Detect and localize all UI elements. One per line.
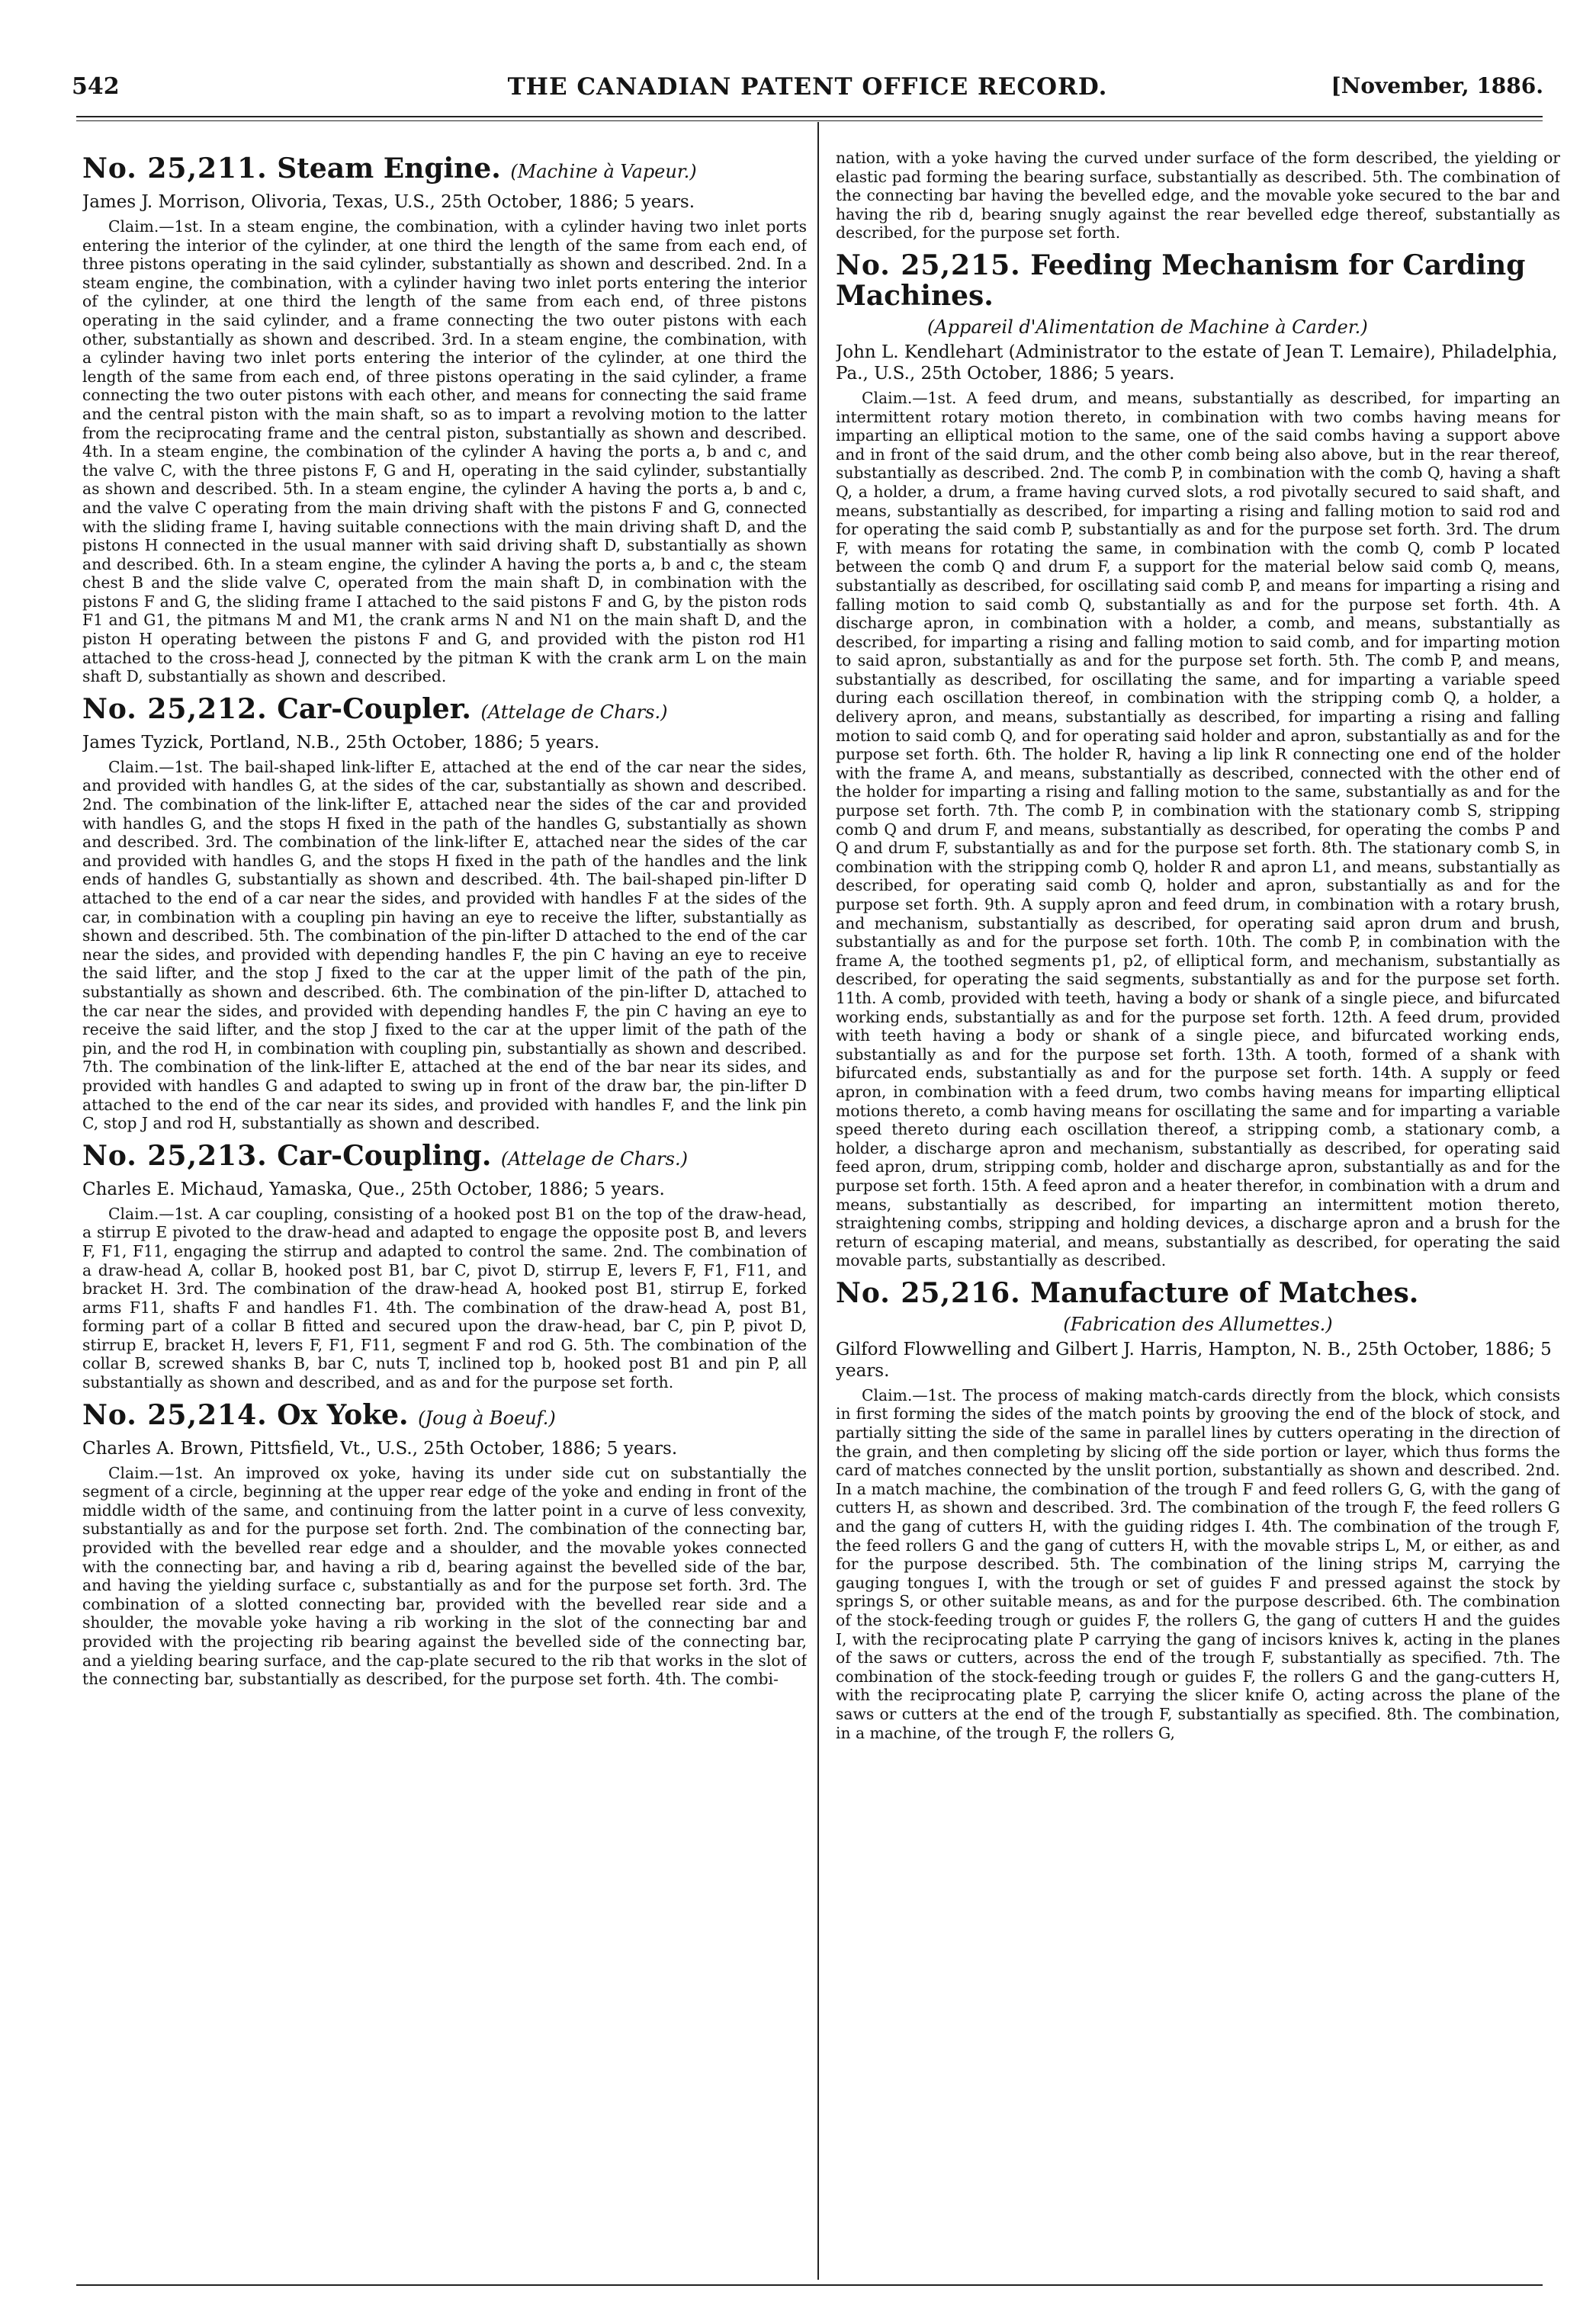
issue-date: [November, 1886.: [1331, 73, 1543, 98]
patent-inventor: Gilford Flowwelling and Gilbert J. Harris, Hampton, N. B., 25th October, 1886; 5 years.: [836, 1339, 1552, 1381]
patent-number: No. 25,211.: [82, 152, 268, 185]
patent-french-title: (Joug à Boeuf.): [418, 1407, 556, 1429]
patent-claims: Claim.—1st. A feed drum, and means, substantially as described, for imparting an intermittent rotary motion thereto, in combination with two combs having means for imparting an elliptical motion to the same, one of the said combs having a support above and in front of the said drum, and the other comb being also above, but in the rear thereof, substantially as described. 2nd. The comb P, in combination with the comb Q, having a shaft Q, a holder, a drum, a frame having curved slots, a rod pivotally secured to said shaft, and means, substantially as described, for imparting a rising and falling motion to said rod and for operating the said comb P, substantially as and for the purpose set forth. 3rd. The drum F, with means for rotating the same, in combination with the comb Q, comb P located between the comb Q and drum F, a support for the material below said comb Q, means, substantially as described, for oscillating said comb P, and means for imparting a rising and falling motion to said comb Q, substantially as and for the purpose set forth. 4th. A discharge apron, in combination with a holder, a comb, and means, substantially as described, for imparting a rising and falling motion to said comb, and for imparting motion to said apron, substantially as and for the purpose set forth. 5th. The comb P, and means, substantially as described, for oscillating the same, and for imparting a variable speed during each oscillation thereof, in combination with the stripping comb Q, a holder, a delivery apron, and means, substantially as described, for imparting a rising and falling motion to said comb Q, and for operating said holder and apron, substantially as and for the purpose set forth. 6th. The holder R, having a lip link R connecting one end of the holder with the frame A, and means, substantially as described, connected with the other end of the holder for imparting a rising and falling motion to the same, substantially as and for the purpose set forth. 7th. The comb P, in combination with the stationary comb S, stripping comb Q and drum F, and means, substantially as described, for operating the combs P and Q and drum F, substantially as and for the purpose set forth. 8th. The stationary comb S, in combination with the stripping comb Q, holder R and apron L1, and means, substantially as described, for operating said comb Q, holder and apron, substantially as and for the purpose set forth. 9th. A supply apron and feed drum, in combination with a rotary brush, and mechanism, substantially as described, for operating said apron drum and brush, substantially as and for the purpose set forth. 10th. The comb P, in combination with the frame A, the toothed segments p1, p2, of elliptical form, and mechanism, substantially as described, for operating the said segments, substantially as and for the purpose set forth. 11th. A comb, provided with teeth, having a body or shank of a single piece, and bifurcated working ends, substantially as and for the purpose set forth. 12th. A feed drum, provided with teeth having a body or shank of a single piece, and bifurcated working ends, substantially as and for the purpose set forth. 13th. A tooth, formed of a shank with bifurcated ends, substantially as and for the purpose set forth. 14th. A supply or feed apron, in combination with a feed drum, two combs having means for imparting elliptical motions thereto, a comb having means for oscillating the same and for imparting a variable speed thereto during each oscillation thereof, a stripping comb, a stationary comb, a holder, a discharge apron and mechanism, substantially as described, for operating said feed apron, drum, stripping comb, holder and discharge apron, substantially as and for the purpose set forth. 15th. A feed apron and a heater therefor, in combination with a drum and means, substantially as described, for imparting an intermittent motion thereto, straightening combs, stripping and holding devices, a discharge apron and a brush for the return of escaping material, and means, substantially as described, for operating the said movable parts, substantially as described.: [836, 388, 1560, 1270]
patent-number: No. 25,215.: [836, 249, 1021, 281]
page-number: 542: [72, 73, 120, 100]
patent-heading: [82, 1141, 807, 1174]
patent-french-title: (Attelage de Chars.): [500, 1147, 688, 1170]
patent-title: Car-Coupling.: [277, 1139, 492, 1172]
patent-entry-25216: [836, 1278, 1560, 1742]
patent-inventor: John L. Kendlehart (Administrator to the estate of Jean T. Lemaire), Philadelphia, Pa., U.S., 25th October, 1886; 5 years.: [836, 342, 1558, 384]
patent-title: Ox Yoke.: [277, 1398, 409, 1431]
patent-inventor: Charles E. Michaud, Yamaska, Que., 25th October, 1886; 5 years.: [82, 1179, 665, 1199]
patent-claims: Claim.—1st. A car coupling, consisting of a hooked post B1 on the top of the draw-head, a stirrup E pivoted to the draw-head and adapted to engage the opposite post B, and levers F, F1, F11, engaging the stirrup and adapted to control the same. 2nd. The combination of a draw-head A, collar B, hooked post B1, bar C, pivot D, stirrup E, levers F, F1, F11, and bracket H. 3rd. The combination of the draw-head A, hooked post B1, stirrup E, forked arms F11, shafts F and handles F1. 4th. The combination of the draw-head A, post B1, forming part of a collar B fitted and secured upon the draw-head, bar C, pin P, pivot D, stirrup E, bracket H, levers F, F1, F11, segment F and rod G. 5th. The combination of the collar B, screwed shanks B, bar C, nuts T, inclined top b, hooked post B1 and pin P, all substantially as shown and described, and as and for the purpose set forth.: [82, 1204, 807, 1392]
journal-title: THE CANADIAN PATENT OFFICE RECORD.: [507, 73, 1108, 101]
patent-entry-25214: [82, 1400, 807, 1689]
patent-inventor: James J. Morrison, Olivoria, Texas, U.S., 25th October, 1886; 5 years.: [82, 192, 695, 212]
patent-entry-25214-continued: [836, 149, 1560, 242]
patent-number: No. 25,214.: [82, 1398, 268, 1431]
patent-number: No. 25,212.: [82, 692, 268, 725]
patent-french-title: (Attelage de Chars.): [480, 701, 668, 723]
patent-claims: Claim.—1st. The bail-shaped link-lifter E, attached at the end of the car near the sides, and provided with handles G, at the sides of the car, substantially as shown and described. 2nd. The combination of the link-lifter E, attached near the sides of the car and provided with handles G, and the stops H fixed in the path of the handles G, substantially as shown and described. 3rd. The combination of the link-lifter E, attached near the sides of the car and provided with handles G, and the stops H fixed in the path of the handles and the link ends of handles G, substantially as shown and described. 4th. The bail-shaped pin-lifter D attached to the end of a car near the sides, and provided with handles F at the sides of the car, in combination with a coupling pin having an eye to receive the lifter, substantially as shown and described. 5th. The combination of the pin-lifter D attached to the end of the car near the sides, and provided with depending handles F, the pin C having an eye to receive the said lifter, and the stop J fixed to the car at the upper limit of the path of the pin, substantially as shown and described. 6th. The combination of the pin-lifter D, attached to the car near the sides, and provided with depending handles F, the pin C having an eye to receive the said lifter, and the stop J fixed to the car at the upper limit of the path of the pin, and the rod H, in combination with coupling pin, substantially as shown and described. 7th. The combination of the link-lifter E, attached at the end of the bar near its sides, and provided with handles G and adapted to swing up in front of the draw bar, the pin-lifter D attached to the end of the car near its sides, and provided with handles F, and the link pin C, stop J and rod H, substantially as shown and described.: [82, 757, 807, 1133]
patent-heading: [82, 694, 807, 727]
patent-number: No. 25,216.: [836, 1276, 1021, 1309]
patent-french-title: (Machine à Vapeur.): [510, 161, 697, 182]
patent-title: Feeding Mechanism for Carding Machines.: [836, 249, 1526, 312]
left-column: [82, 149, 807, 2276]
patent-entry-25211: [82, 153, 807, 686]
patent-heading: [836, 250, 1560, 311]
right-column: [836, 149, 1560, 2276]
patent-entry-25213: [82, 1141, 807, 1392]
patent-claims: Claim.—1st. An improved ox yoke, having its under side cut on substantially the segment of a circle, beginning at the upper rear edge of the yoke and ending in front of the middle width of the same, and continuing from the latter point in a curve of less convexity, substantially as and for the purpose set forth. 2nd. The combination of the connecting bar, provided with the bevelled rear edge and a shoulder, and the movable yokes connected with the connecting bar, and having a rib d, bearing against the bevelled side of the bar, and having the yielding surface c, substantially as and for the purpose set forth. 3rd. The combination of a slotted connecting bar, provided with the bevelled rear side and a shoulder, the movable yoke having a rib working in the slot of the connecting bar and provided with the projecting rib bearing against the bevelled side of the connecting bar, and a yielding bearing surface, and the cap-plate secured to the rib that works in the slot of the connecting bar, substantially as described, for the purpose set forth. 4th. The combi-: [82, 1463, 807, 1689]
patent-french-title: (Fabrication des Allumettes.): [1063, 1313, 1333, 1335]
patent-title: Steam Engine.: [277, 152, 501, 185]
patent-claims: Claim.—1st. The process of making match-cards directly from the block, which consists in first forming the sides of the match points by grooving the end of the block of stock, and partially sitting the side of the same in parallel lines by cutters operating in the direction of the grain, and then completing by slicing off the side portion or layer, which thus forms the card of matches connected by the unslit portion, substantially as shown and described. 2nd. In a match machine, the combination of the trough F and feed rollers G, G, with the gang of cutters H, as shown and described. 3rd. The combination of the trough F, the feed rollers G and the gang of cutters H, with the guiding ridges I. 4th. The combination of the trough F, the feed rollers G and the gang of cutters H, with the movable strips L, M, or either, as and for the purpose described. 5th. The combination of the lining strips M, carrying the gauging tongues I, with the trough or set of guides F and pressed against the stock by springs S, or other suitable means, as and for the purpose described. 6th. The combination of the stock-feeding trough or guides F, the rollers G, the gang of cutters H and the guides I, with the reciprocating plate P carrying the gang of incisors knives k, acting in the planes of the saws or cutters, across the end of the trough F, substantially as specified. 7th. The combination of the stock-feeding trough or guides F, the rollers G and the gang-cutters H, with the reciprocating plate P, carrying the slicer knife O, acting across the plane of the saws or cutters at the end of the trough F, substantially as specified. 8th. The combination, in a machine, of the trough F, the rollers G,: [836, 1385, 1560, 1742]
patent-inventor: Charles A. Brown, Pittsfield, Vt., U.S., 25th October, 1886; 5 years.: [82, 1438, 678, 1459]
column-divider: [817, 122, 819, 2280]
patent-entry-25215: [836, 250, 1560, 1270]
patent-heading: [82, 153, 807, 187]
patent-claims-continued: nation, with a yoke having the curved under surface of the form described, the yielding or elastic pad forming the bearing surface, substantially as described. 5th. The combination of the connecting bar having the bevelled edge, and the movable yoke secured to the bar and having the rib d, bearing snugly against the rear bevelled edge thereof, substantially as described, for the purpose set forth.: [836, 149, 1560, 242]
patent-inventor: James Tyzick, Portland, N.B., 25th October, 1886; 5 years.: [82, 732, 600, 753]
patent-claims: Claim.—1st. In a steam engine, the combination, with a cylinder having two inlet ports entering the interior of the cylinder, at one third the length of the same from each end, of three pistons operating in the said cylinder, substantially as shown and described. 2nd. In a steam engine, the combination, with a cylinder having two inlet ports entering the interior of the cylinder, at one third the length of the same from each end, of three pistons operating in the said cylinder, and a frame connecting the two outer pistons with each other, substantially as shown and described. 3rd. In a steam engine, the combination, with a cylinder having two inlet ports entering the interior of the cylinder, at one third the length of the same from each end, of three pistons operating in the said cylinder, a frame connecting the two outer pistons with each other, and means for connecting the said frame and the central piston with the main shaft, so as to impart a revolving motion to the latter from the reciprocating frame and the central piston, substantially as shown and described. 4th. In a steam engine, the combination of the cylinder A having the ports a, b and c, and the valve C, with the three pistons F, G and H, operating in the said cylinder, substantially as shown and described. 5th. In a steam engine, the cylinder A having the ports a, b and c, and the valve C operating from the main driving shaft with the pistons F and G, connected with the sliding frame I, having suitable connections with the main driving shaft D, and the pistons H connected in the usual manner with said driving shaft D, substantially as shown and described. 6th. In a steam engine, the cylinder A having the ports a, b and c, the steam chest B and the slide valve C, operated from the main shaft D, in combination with the pistons F and G, the sliding frame I attached to the said pistons F and G, by the piston rods F1 and G1, the pitmans M and M1, the crank arms N and N1 on the main shaft D, and the piston H operating between the pistons F and G, and provided with the piston rod H1 attached to the cross-head J, connected by the pitman K with the crank arm L on the main shaft D, substantially as shown and described.: [82, 217, 807, 686]
running-head: [72, 73, 1543, 108]
patent-entry-25212: [82, 694, 807, 1133]
patent-heading: [836, 1278, 1560, 1308]
patent-heading: [82, 1400, 807, 1433]
patent-title: Manufacture of Matches.: [1030, 1276, 1419, 1309]
patent-title: Car-Coupler.: [277, 692, 471, 725]
patent-french-title: (Appareil d'Alimentation de Machine à Carder.): [927, 316, 1368, 338]
frame-double-rule: [76, 120, 1543, 121]
patent-number: No. 25,213.: [82, 1139, 268, 1172]
